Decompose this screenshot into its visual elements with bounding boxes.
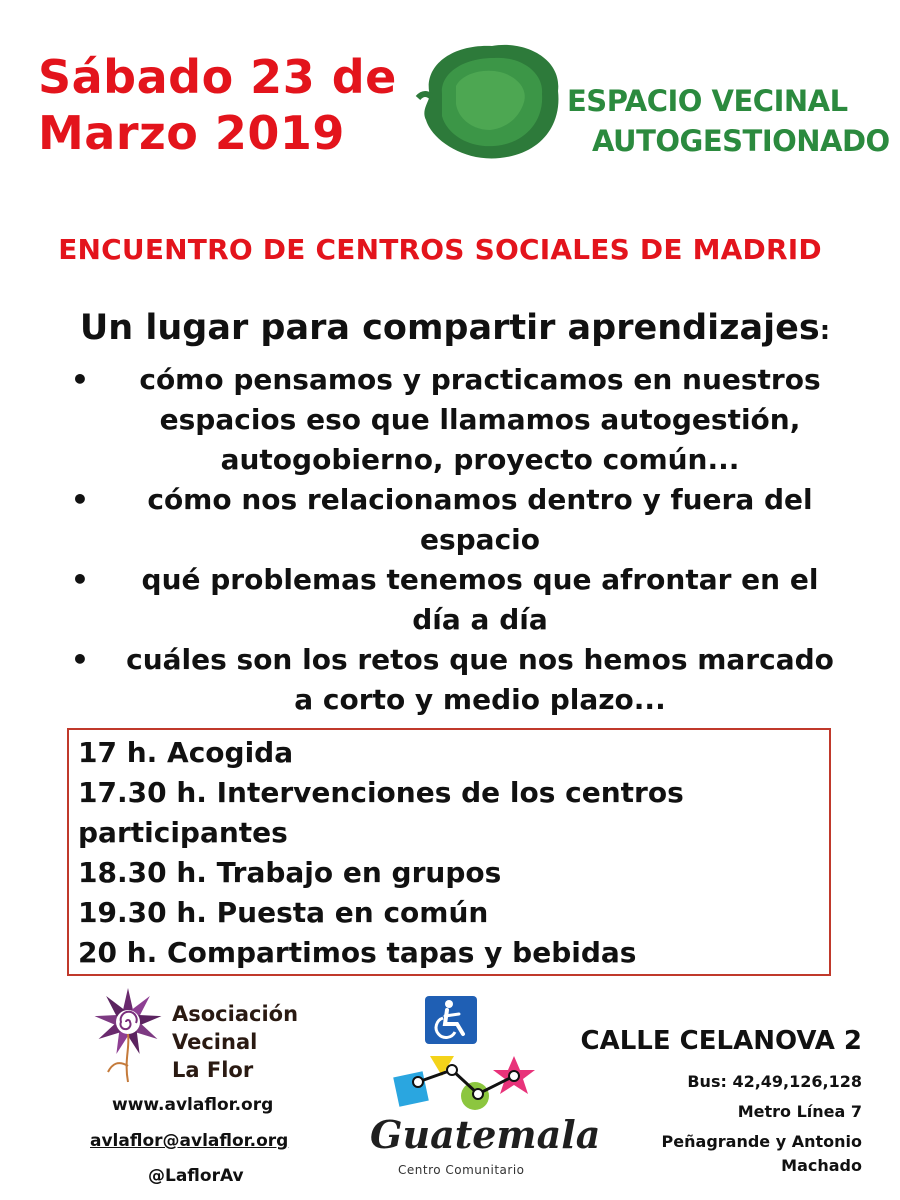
association-name-line: Asociación bbox=[172, 1002, 299, 1026]
shapes-network-icon bbox=[390, 1052, 540, 1112]
bullet-dot: • bbox=[71, 363, 89, 396]
intro-text: Un lugar para compartir aprendizajes bbox=[79, 308, 820, 348]
bullet-line: autogobierno, proyecto común... bbox=[220, 443, 740, 476]
email-link[interactable]: avlaflor@avlaflor.org bbox=[90, 1131, 289, 1151]
espacio-vecinal-logo bbox=[412, 36, 890, 176]
flower-logo-icon bbox=[88, 986, 168, 1086]
logo-line-2: AUTOGESTIONADO bbox=[592, 124, 890, 158]
bus-lines: Bus: 42,49,126,128 bbox=[687, 1072, 862, 1091]
bullet-line: a corto y medio plazo... bbox=[294, 683, 666, 716]
wheelchair-icon bbox=[425, 996, 477, 1044]
schedule-item: 17 h. Acogida bbox=[78, 736, 294, 769]
bullet-line: cómo nos relacionamos dentro y fuera del bbox=[147, 483, 813, 516]
association-name-line: La Flor bbox=[172, 1058, 254, 1082]
bullet-line: qué problemas tenemos que afrontar en el bbox=[141, 563, 819, 596]
bullet-dot: • bbox=[71, 483, 89, 516]
bullet-line: cómo pensamos y practicamos en nuestros bbox=[139, 363, 821, 396]
street-address: CALLE CELANOVA 2 bbox=[580, 1026, 862, 1056]
date-line-2: Marzo 2019 bbox=[38, 106, 345, 160]
metro-stop-line-2: Machado bbox=[781, 1156, 862, 1175]
metro-stop-line-1: Peñagrande y Antonio bbox=[661, 1132, 862, 1151]
bullet-item bbox=[60, 560, 860, 640]
bullet-line: espacio bbox=[419, 523, 541, 556]
schedule-item: 17.30 h. Intervenciones de los centros bbox=[78, 776, 684, 809]
schedule-item: 20 h. Compartimos tapas y bebidas bbox=[78, 936, 637, 969]
bullet-dot: • bbox=[71, 643, 89, 676]
bullet-line: día a día bbox=[412, 603, 548, 636]
bullet-line: cuáles son los retos que nos hemos marcado bbox=[126, 643, 834, 676]
bullet-item bbox=[60, 640, 860, 720]
schedule-item: participantes bbox=[78, 816, 288, 849]
association-name-line: Vecinal bbox=[172, 1030, 258, 1054]
bullet-item bbox=[60, 480, 860, 560]
bullet-dot: • bbox=[71, 563, 89, 596]
logo-line-1: ESPACIO VECINAL bbox=[567, 84, 848, 118]
schedule-item: 18.30 h. Trabajo en grupos bbox=[78, 856, 502, 889]
bullet-line: espacios eso que llamamos autogestión, bbox=[159, 403, 801, 436]
event-title: ENCUENTRO DE CENTROS SOCIALES DE MADRID bbox=[58, 233, 822, 266]
schedule-item: 19.30 h. Puesta en común bbox=[78, 896, 489, 929]
guatemala-subtitle: Centro Comunitario bbox=[398, 1163, 525, 1177]
guatemala-name: Guatemala bbox=[370, 1112, 601, 1157]
date-line-1: Sábado 23 de bbox=[38, 50, 397, 104]
intro-colon: : bbox=[819, 316, 831, 346]
metro-line: Metro Línea 7 bbox=[737, 1102, 862, 1121]
website-link[interactable]: www.avlaflor.org bbox=[112, 1095, 274, 1115]
green-blob-icon bbox=[412, 36, 572, 166]
bullet-item bbox=[60, 360, 860, 480]
intro-heading bbox=[0, 308, 900, 348]
twitter-handle[interactable]: @LaflorAv bbox=[148, 1166, 244, 1186]
